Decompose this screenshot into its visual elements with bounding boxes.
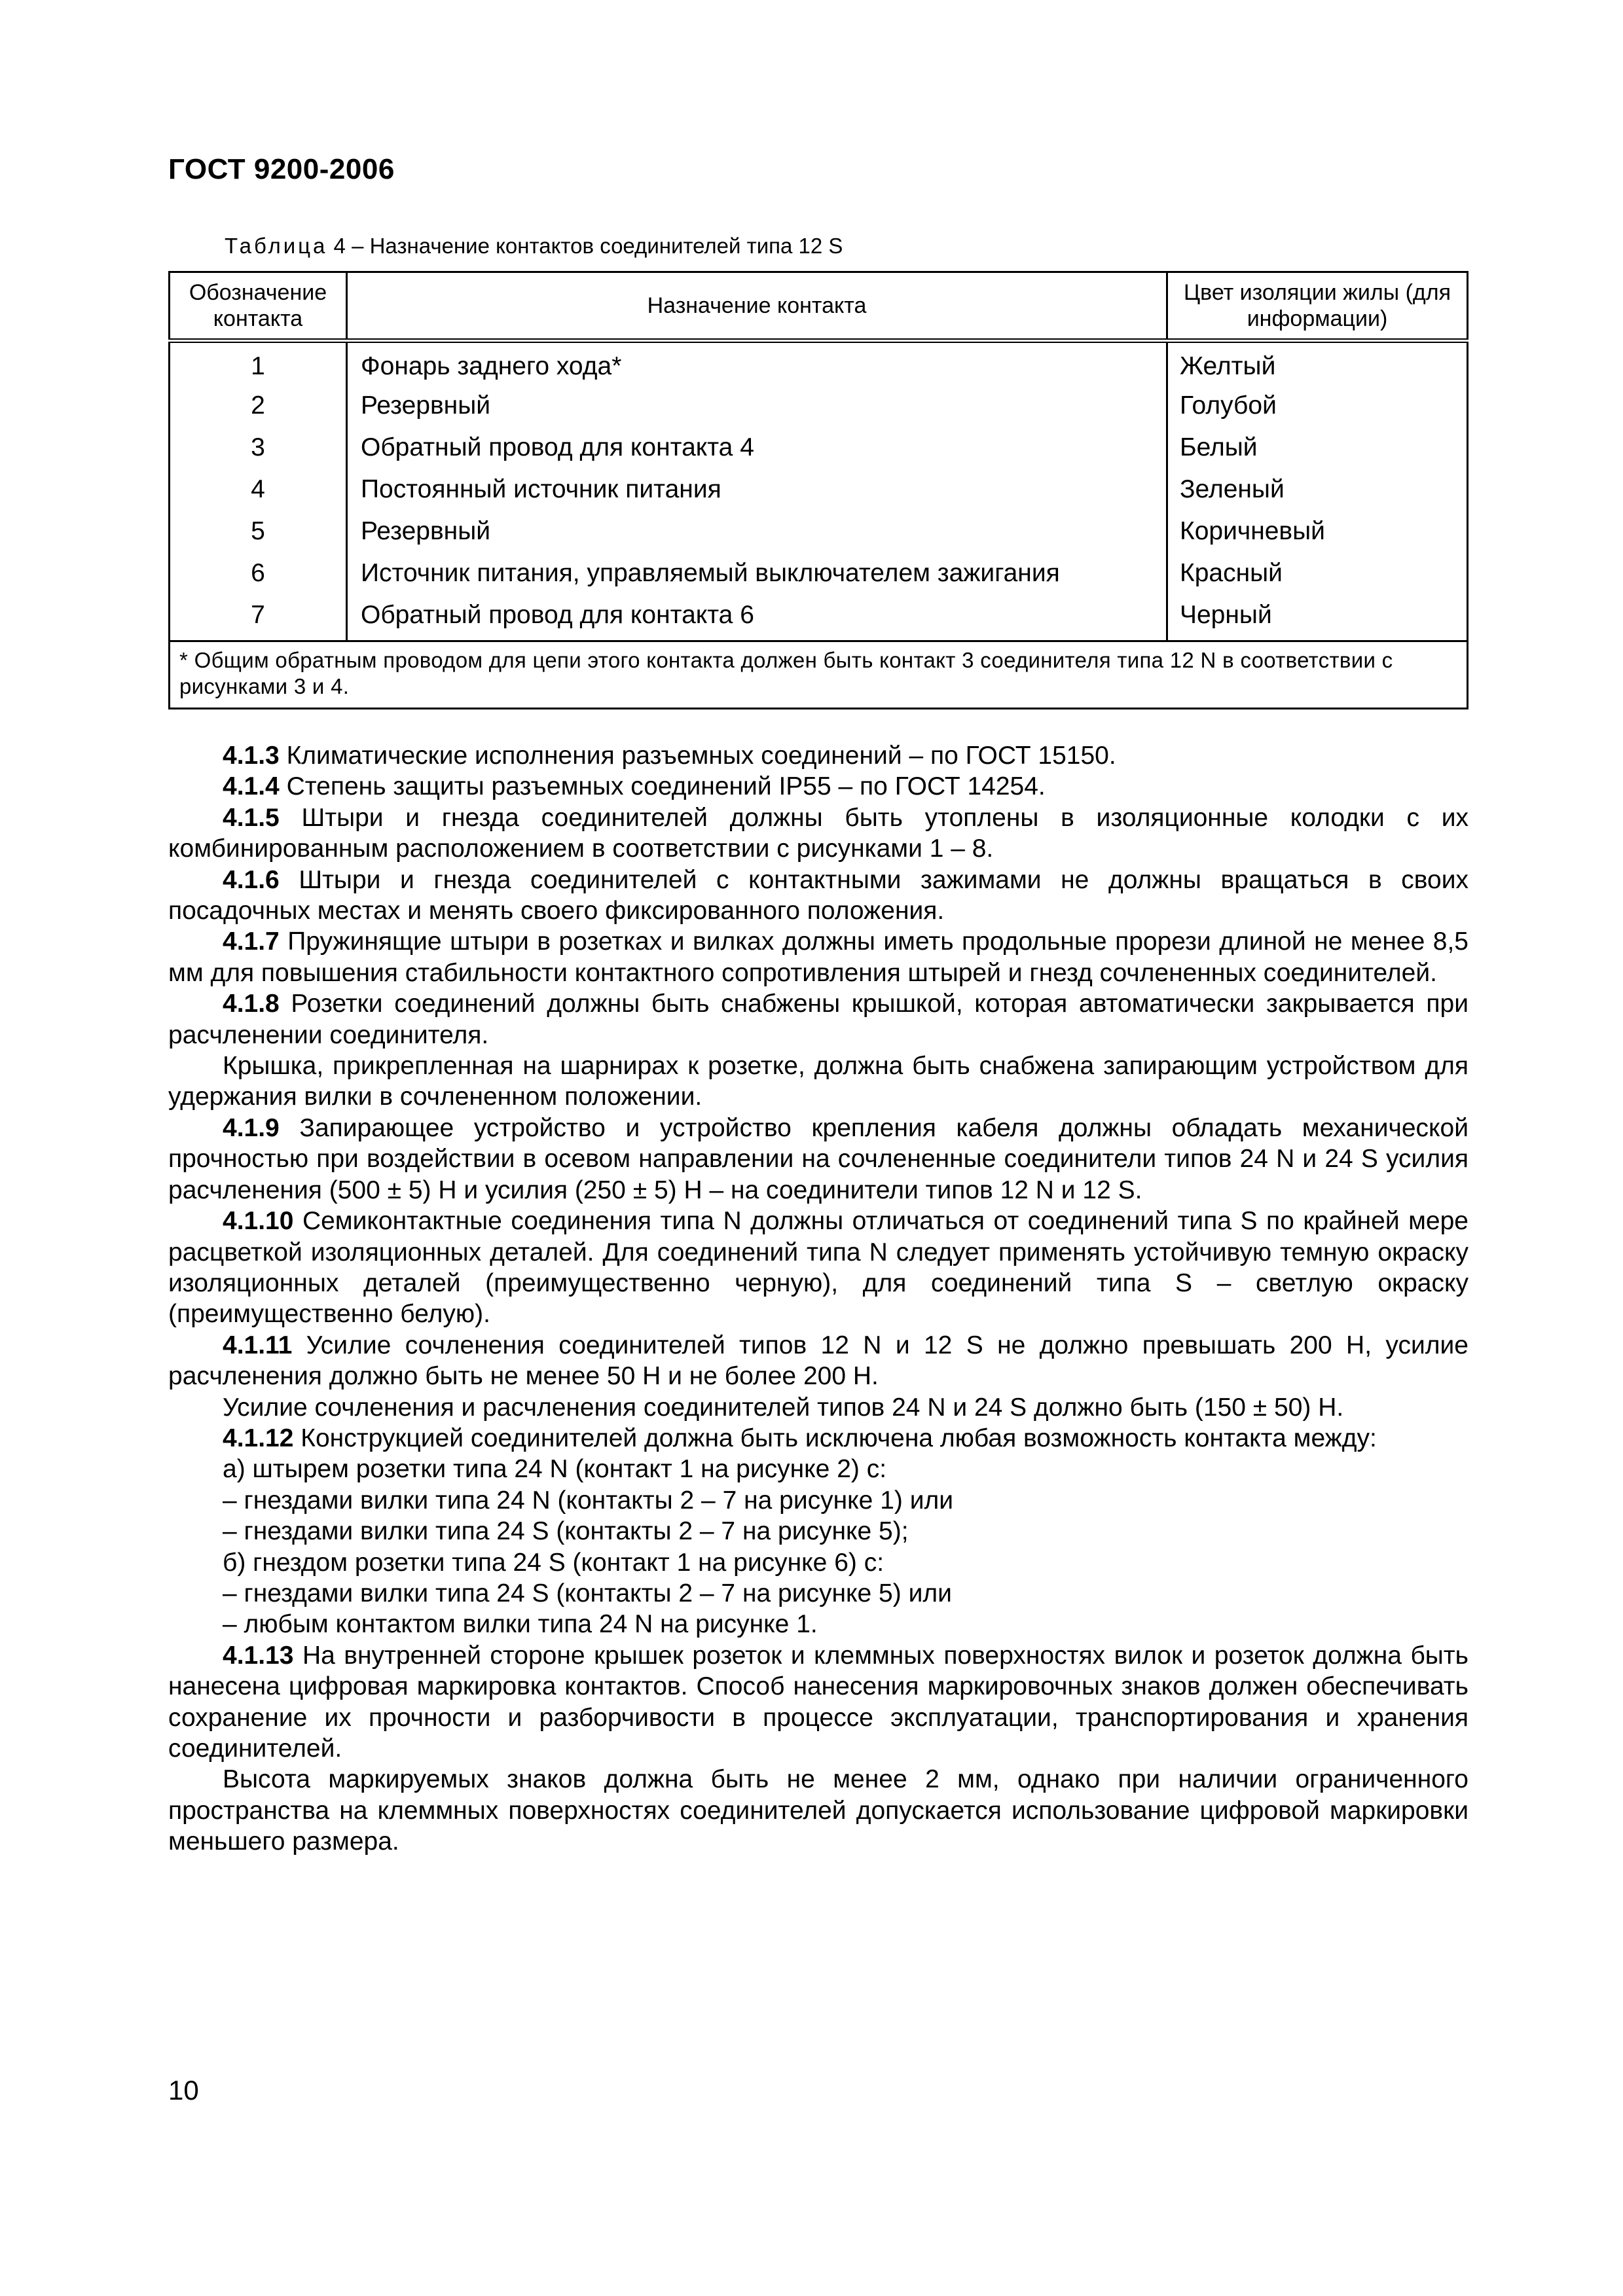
header-contact-purpose: Назначение контакта (347, 272, 1167, 341)
contact-purpose: Постоянный источник питания (347, 469, 1167, 511)
paragraph-text: – гнездами вилки типа 24 S (контакты 2 – 7 на рисунке 5) или (223, 1579, 952, 1607)
table-row (170, 594, 1468, 641)
contact-purpose: Резервный (347, 511, 1167, 552)
table-footnote-row (170, 641, 1468, 709)
paragraph-text: Конструкцией соединителей должна быть исключена любая возможность контакта между: (293, 1424, 1377, 1452)
paragraph-text: Пружинящие штыри в розетках и вилках должны иметь продольные прорези длиной не менее 8,5 мм для повышения стабильности контактного сопротивления штырей и гнезд сочлененных соединителей. (168, 927, 1468, 987)
contact-number: 1 (170, 341, 347, 386)
contact-purpose: Обратный провод для контакта 6 (347, 594, 1167, 641)
table-caption (225, 234, 843, 259)
paragraph (168, 1547, 1468, 1578)
wire-color: Зеленый (1167, 469, 1468, 511)
paragraph-text: Штыри и гнезда соединителей с контактными зажимами не должны вращаться в своих посадочных местах и менять своего фиксированного положения. (168, 865, 1468, 925)
document-title: ГОСТ 9200-2006 (168, 153, 395, 185)
paragraph-text: Крышка, прикрепленная на шарнирах к розетке, должна быть снабжена запирающим устройством для удержания вилки в сочлененном положении. (168, 1052, 1468, 1111)
paragraph (168, 1764, 1468, 1857)
clause-number: 4.1.10 (223, 1207, 294, 1236)
paragraph (168, 1578, 1468, 1609)
clause-number: 4.1.7 (223, 927, 280, 956)
paragraph (168, 1423, 1468, 1454)
clause-number: 4.1.9 (223, 1113, 280, 1142)
paragraph (168, 926, 1468, 988)
paragraph-text: – гнездами вилки типа 24 N (контакты 2 – 7 на рисунке 1) или (223, 1486, 954, 1515)
paragraph (168, 802, 1468, 865)
paragraph-text: Высота маркируемых знаков должна быть не менее 2 мм, однако при наличии ограниченного пространства на клеммных поверхностях соединителей допускается использование цифровой маркировки меньшего размера. (168, 1765, 1468, 1856)
paragraph (168, 1330, 1468, 1392)
paragraph-text: Розетки соединений должны быть снабжены крышкой, которая автоматически закрывается при расчленении соединителя. (168, 990, 1468, 1049)
paragraph-text: – гнездами вилки типа 24 S (контакты 2 – 7 на рисунке 5); (223, 1517, 909, 1546)
table-footnote: * Общим обратным проводом для цепи этого контакта должен быть контакт 3 соединителя типа 12 N в соответствии с рисунками 3 и 4. (170, 641, 1468, 709)
paragraph (168, 1392, 1468, 1423)
header-wire-color: Цвет изоляции жилы (для информации) (1167, 272, 1468, 341)
wire-color: Белый (1167, 427, 1468, 469)
clause-number: 4.1.8 (223, 990, 280, 1018)
contact-purpose: Фонарь заднего хода* (347, 341, 1167, 386)
contact-number: 5 (170, 511, 347, 552)
table-row (170, 385, 1468, 427)
contact-number: 6 (170, 552, 347, 594)
paragraph (168, 740, 1468, 771)
paragraph (168, 1640, 1468, 1765)
contact-number: 4 (170, 469, 347, 511)
clause-number: 4.1.13 (223, 1641, 294, 1670)
paragraph-text: Штыри и гнезда соединителей должны быть утоплены в изоляционные колодки с их комбинированным расположением в соответствии с рисунками 1 – 8. (168, 803, 1468, 863)
paragraph-text: Климатические исполнения разъемных соединений – по ГОСТ 15150. (279, 742, 1116, 770)
paragraph (168, 1516, 1468, 1547)
paragraph-text: Усилие сочленения и расчленения соединителей типов 24 N и 24 S должно быть (150 ± 50) Н. (223, 1393, 1344, 1422)
table-header-row (170, 272, 1468, 341)
table-row (170, 552, 1468, 594)
paragraph (168, 1206, 1468, 1330)
clause-number: 4.1.12 (223, 1424, 294, 1452)
paragraph (168, 1050, 1468, 1113)
paragraph (168, 1609, 1468, 1640)
table-row (170, 341, 1468, 386)
contacts-table (168, 271, 1468, 709)
table-row (170, 511, 1468, 552)
paragraph (168, 865, 1468, 927)
wire-color: Коричневый (1167, 511, 1468, 552)
clause-number: 4.1.4 (223, 772, 280, 801)
paragraph-text: Семиконтактные соединения типа N должны отличаться от соединений типа S по крайней мере расцветкой изоляционных деталей. Для соединений типа N следует применять устойчивую темную окраску изоляционных деталей (преимущественно черную), для соединений типа S – светлую окраску (преимущественно белую). (168, 1207, 1468, 1329)
paragraph (168, 1113, 1468, 1206)
table-caption-label: Таблица (225, 234, 328, 258)
contact-number: 3 (170, 427, 347, 469)
paragraph-text: Запирающее устройство и устройство крепления кабеля должны обладать механической прочностью при воздействии в осевом направлении на сочлененные соединители типов 24 N и 24 S усилия расчленения (500 ± 5) Н и усилия (250 ± 5) Н – на соединители типов 12 N и 12 S. (168, 1113, 1468, 1204)
wire-color: Желтый (1167, 341, 1468, 386)
contact-number: 2 (170, 385, 347, 427)
paragraph-text: На внутренней стороне крышек розеток и клеммных поверхностях вилок и розеток должна быть нанесена цифровая маркировка контактов. Способ нанесения маркировочных знаков должен обеспечивать сохранение их прочности и разборчивости в процессе эксплуатации, транспортирования и хранения соединителей. (168, 1641, 1468, 1763)
table-row (170, 469, 1468, 511)
contact-purpose: Источник питания, управляемый выключателем зажигания (347, 552, 1167, 594)
paragraph (168, 771, 1468, 802)
paragraph-text: а) штырем розетки типа 24 N (контакт 1 на рисунке 2) с: (223, 1455, 887, 1484)
wire-color: Красный (1167, 552, 1468, 594)
wire-color: Черный (1167, 594, 1468, 641)
clause-number: 4.1.3 (223, 742, 280, 770)
body-text (168, 740, 1468, 1857)
contact-purpose: Резервный (347, 385, 1167, 427)
page-number: 10 (168, 2075, 199, 2106)
paragraph (168, 1485, 1468, 1516)
contact-number: 7 (170, 594, 347, 641)
paragraph (168, 1454, 1468, 1484)
paragraph-text: Степень защиты разъемных соединений IP55 – по ГОСТ 14254. (279, 772, 1046, 801)
paragraph-text: – любым контактом вилки типа 24 N на рисунке 1. (223, 1610, 818, 1639)
header-contact-number: Обозначение контакта (170, 272, 347, 341)
contact-purpose: Обратный провод для контакта 4 (347, 427, 1167, 469)
table-caption-text: 4 – Назначение контактов соединителей типа 12 S (327, 234, 843, 258)
clause-number: 4.1.11 (223, 1331, 293, 1359)
paragraph-text: б) гнездом розетки типа 24 S (контакт 1 на рисунке 6) с: (223, 1548, 884, 1577)
wire-color: Голубой (1167, 385, 1468, 427)
paragraph (168, 988, 1468, 1050)
paragraph-text: Усилие сочленения соединителей типов 12 N и 12 S не должно превышать 200 Н, усилие расчленения должно быть не менее 50 Н и не более 200 Н. (168, 1331, 1468, 1391)
table-row (170, 427, 1468, 469)
clause-number: 4.1.6 (223, 865, 280, 894)
clause-number: 4.1.5 (223, 803, 280, 832)
